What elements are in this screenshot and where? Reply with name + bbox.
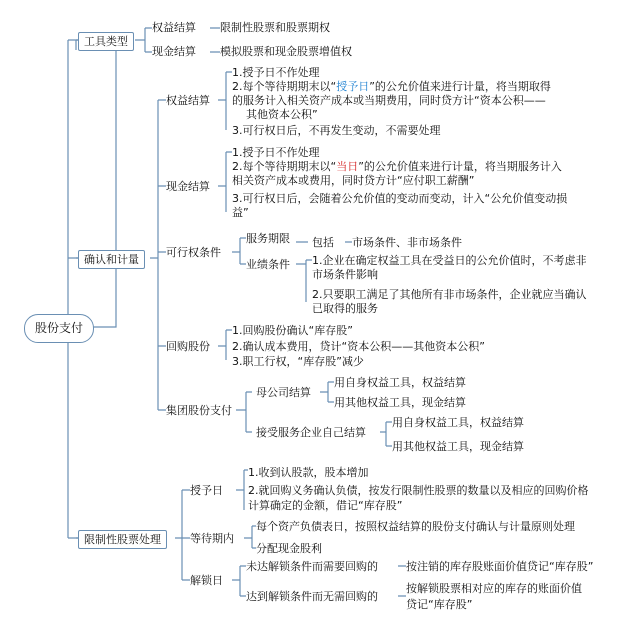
recog-equity-line3: 的服务计入相关资产成本或当期费用，同时贷方计“资本公积——: [232, 94, 546, 107]
vesting-perf-line2a: 2.只要职工满足了其他所有非市场条件，企业就应当确认: [312, 288, 587, 301]
recog-equity-line1: 1.授予日不作处理: [232, 66, 320, 79]
restricted-waiting-line2: 分配现金股利: [256, 542, 322, 555]
recog-equity-line4: 其他资本公积”: [246, 108, 318, 121]
recog-equity-line5: 3.可行权日后，不再发生变动，不需要处理: [232, 124, 441, 137]
recog-cash-line3: 相关资产成本或费用，同时贷方计“应付职工薪酬”: [232, 174, 475, 187]
buyback-line2: 2.确认成本费用，贷计“资本公积——其他资本公积”: [232, 340, 485, 353]
restricted-unlock-notmet: 未达解锁条件而需要回购的: [246, 560, 378, 573]
recog-cash-line5: 益”: [232, 206, 249, 219]
tool-types-node: 工具类型: [78, 32, 134, 51]
group-sub-other: 用其他权益工具，现金结算: [392, 440, 524, 453]
group-parent-own: 用自身权益工具，权益结算: [334, 376, 466, 389]
restricted-node: 限制性股票处理: [78, 530, 167, 549]
tool-cash-label: 现金结算: [152, 45, 196, 58]
recog-cash-line1: 1.授予日不作处理: [232, 146, 320, 159]
restricted-unlock-met-desc2: 贷记“库存股”: [406, 598, 473, 611]
recog-equity-line2: 2.每个等待期期末以“授予日”的公允价值来进行计量，将当期取得: [232, 80, 551, 93]
restricted-grant-line3: 计算确定的金额，借记“库存股”: [248, 499, 403, 512]
highlight-grant-date: 授予日: [336, 80, 370, 93]
group-parent-other: 用其他权益工具，现金结算: [334, 396, 466, 409]
recog-equity-label: 权益结算: [166, 94, 210, 107]
restricted-unlock-label: 解锁日: [190, 574, 223, 587]
vesting-perf-line1b: 市场条件影响: [312, 268, 378, 281]
vesting-label: 可行权条件: [166, 246, 221, 259]
vesting-include-label: 包括: [312, 236, 334, 249]
buyback-line1: 1.回购股份确认“库存股”: [232, 324, 353, 337]
tool-equity-desc: 限制性股票和股票期权: [220, 21, 330, 34]
group-label: 集团股份支付: [166, 404, 232, 417]
restricted-unlock-met-desc1: 按解锁股票相对应的库存的账面价值: [406, 582, 582, 595]
root-node: 股份支付: [24, 314, 94, 343]
group-parent-label: 母公司结算: [256, 386, 311, 399]
buyback-label: 回购股份: [166, 340, 210, 353]
highlight-current-date: 当日: [336, 160, 359, 173]
group-sub-own: 用自身权益工具，权益结算: [392, 416, 524, 429]
restricted-grant-line2: 2.就回购义务确认负债，按发行限制性股票的数量以及相应的回购价格: [248, 484, 589, 497]
restricted-unlock-notmet-desc: 按注销的库存股账面价值贷记“库存股”: [406, 560, 594, 573]
restricted-unlock-met: 达到解锁条件而无需回购的: [246, 590, 378, 603]
restricted-grant-line1: 1.收到认股款，股本增加: [248, 466, 369, 479]
vesting-service-label: 服务期限: [246, 232, 290, 245]
vesting-include-items: 市场条件、非市场条件: [352, 236, 462, 249]
vesting-perf-line1a: 1.企业在确定权益工具在受益日的公允价值时，不考虑非: [312, 254, 587, 267]
tool-equity-label: 权益结算: [152, 21, 196, 34]
vesting-performance-label: 业绩条件: [246, 258, 290, 271]
restricted-grant-label: 授予日: [190, 484, 223, 497]
restricted-waiting-line1: 每个资产负债表日，按照权益结算的股份支付确认与计量原则处理: [256, 520, 575, 533]
restricted-waiting-label: 等待期内: [190, 532, 234, 545]
buyback-line3: 3.职工行权，“库存股”减少: [232, 355, 364, 368]
vesting-perf-line2b: 已取得的服务: [312, 302, 378, 315]
tool-cash-desc: 模拟股票和现金股票增值权: [220, 45, 352, 58]
recog-cash-line2: 2.每个等待期期末以“当日”的公允价值来进行计量，将当期服务计入: [232, 160, 562, 173]
recog-cash-line4: 3.可行权日后，会随着公允价值的变动而变动，计入“公允价值变动损: [232, 192, 568, 205]
recog-cash-label: 现金结算: [166, 180, 210, 193]
group-sub-label: 接受服务企业自己结算: [256, 426, 366, 439]
recognition-node: 确认和计量: [78, 250, 145, 269]
